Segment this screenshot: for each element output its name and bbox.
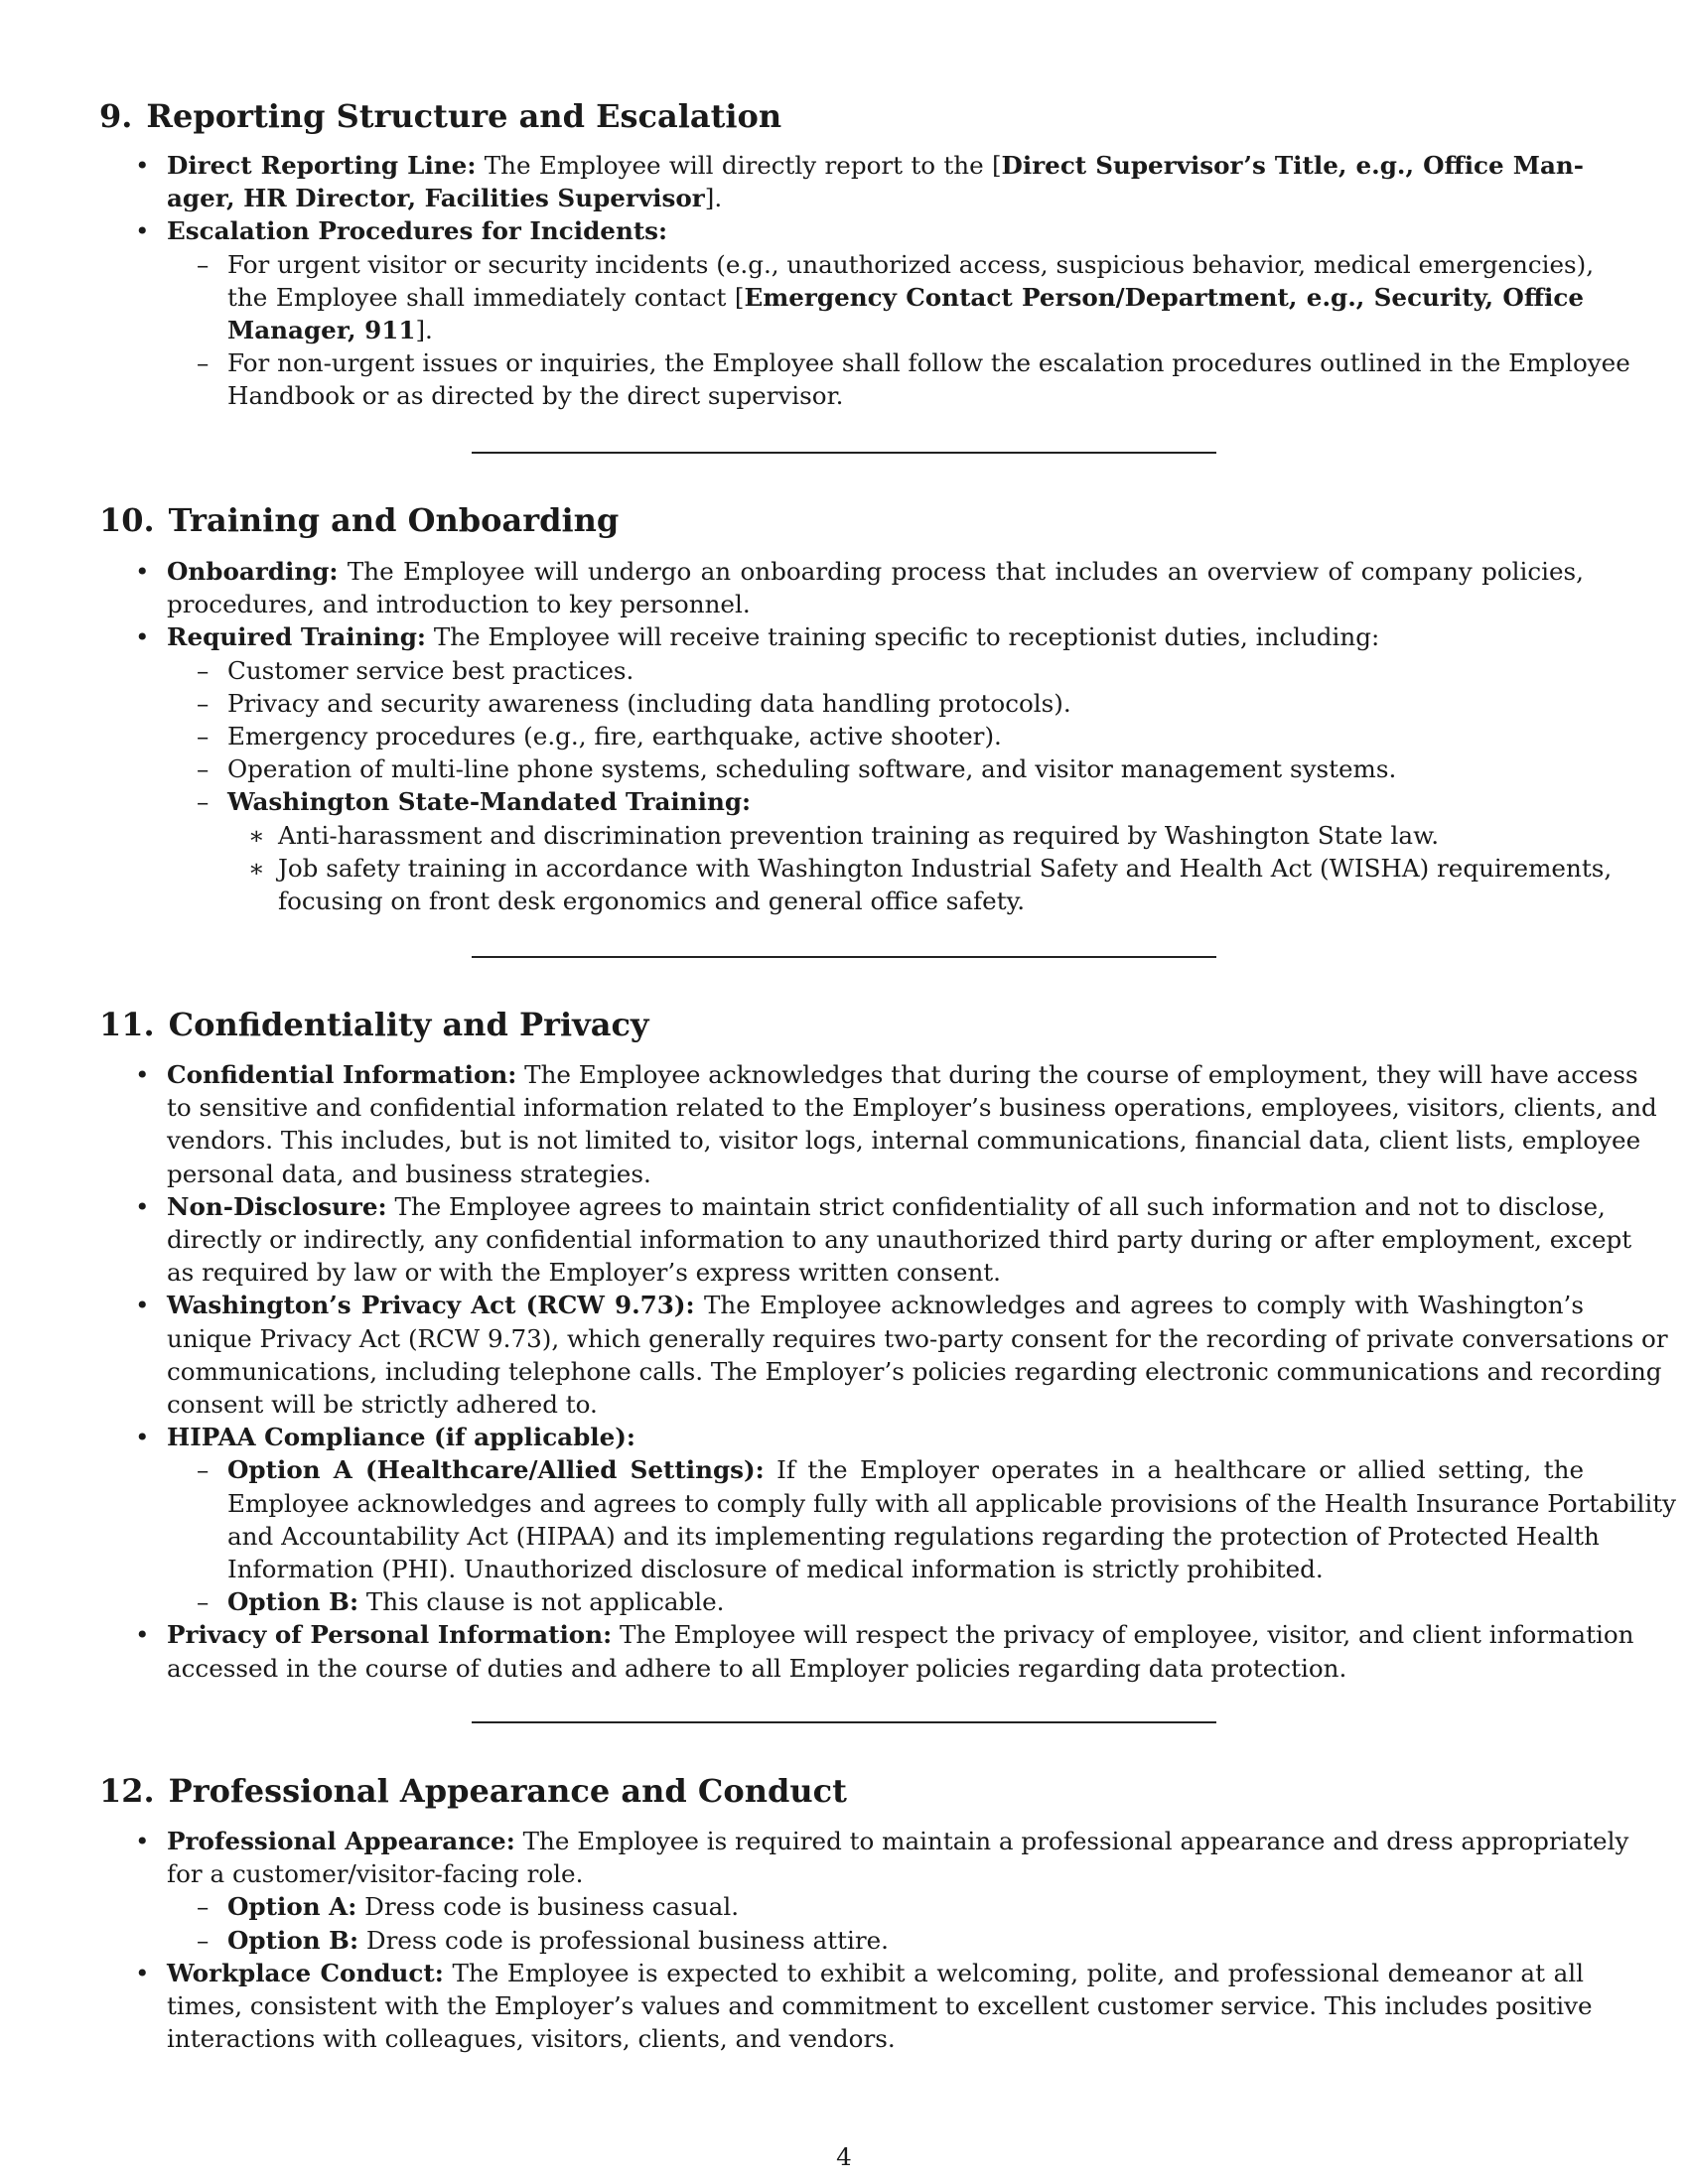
sub-sub-list-item-line: [278, 819, 1584, 852]
text-run: ].: [704, 184, 723, 213]
sub-list-item-line: [227, 379, 1584, 412]
text-run: consent will be strictly adhered to.: [167, 1390, 598, 1419]
text-run: Operation of multi-line phone systems, scheduling software, and visitor management systems.: [227, 754, 1397, 784]
bullet-marker: •: [135, 216, 150, 246]
list-item-line: [167, 182, 1584, 214]
bold-text: HIPAA Compliance (if applicable):: [167, 1423, 636, 1452]
sub-list-item-line: [227, 752, 1584, 785]
text-run: the Employee shall immediately contact [: [227, 282, 745, 312]
list-item-line: [167, 1355, 1662, 1388]
sub-list-item-line: [227, 1553, 1584, 1585]
sub-list-item-line: [227, 1453, 1584, 1486]
list-item-line: [167, 1322, 1668, 1355]
section-divider: [472, 452, 1216, 454]
text-run: For urgent visitor or security incidents (e.g., unauthorized access, suspicious behavior, medical emergencies),: [227, 249, 1595, 279]
sub-list-item-line: [227, 1520, 1600, 1553]
dash-marker: –: [197, 348, 210, 378]
text-run: unique Privacy Act (RCW 9.73), which generally requires two-party consent for the recording of private conversations or: [167, 1323, 1668, 1353]
sub-sub-list-item-line: [278, 852, 1613, 885]
bold-text: Washington’s Privacy Act (RCW 9.73):: [167, 1291, 695, 1320]
list-item-line: [167, 2022, 1584, 2055]
text-run: Handbook or as directed by the direct supervisor.: [227, 381, 844, 411]
section-divider: [472, 956, 1216, 958]
bold-text: Direct Reporting Line:: [167, 151, 477, 180]
bullet-marker: •: [135, 622, 150, 652]
text-run: interactions with colleagues, visitors, clients, and vendors.: [167, 2024, 896, 2054]
list-item-line: [167, 555, 1584, 588]
section-heading: [99, 96, 1589, 136]
list-item-line: [167, 1223, 1632, 1256]
text-run: Anti-harassment and discrimination prevention training as required by Washington State law.: [278, 820, 1440, 850]
bold-text: Option A (Healthcare/Allied Settings):: [227, 1455, 765, 1485]
text-run: The Employee is expected to exhibit a welcoming, polite, and professional demeanor at all: [443, 1958, 1584, 1987]
bold-text: Non-Disclosure:: [167, 1191, 387, 1221]
text-run: The Employee acknowledges that during the course of employment, they will have access: [516, 1060, 1638, 1089]
text-run: ].: [415, 316, 433, 344]
text-run: accessed in the course of duties and adhere to all Employer policies regarding data protection.: [167, 1653, 1347, 1683]
bullet-marker: •: [135, 1827, 150, 1855]
text-run: For non-urgent issues or inquiries, the Employee shall follow the escalation procedures outlined in the Employee: [227, 348, 1630, 378]
sub-sub-list-item-line: [278, 885, 1584, 917]
section-number: 12.: [99, 1772, 155, 1810]
bold-text: Washington State-Mandated Training:: [227, 787, 752, 817]
dash-marker: –: [197, 1925, 210, 1955]
section-divider: [472, 1721, 1216, 1723]
dash-marker: –: [197, 787, 210, 817]
list-item-line: [167, 1989, 1593, 2022]
text-run: communications, including telephone calls. The Employer’s policies regarding electronic communications and recording: [167, 1356, 1662, 1386]
bold-text: Workplace Conduct:: [167, 1958, 444, 1987]
list-item-line: [167, 1618, 1634, 1651]
bullet-marker: •: [135, 557, 150, 586]
sub-list-item-line: [227, 1890, 1584, 1923]
list-item-line: [167, 1091, 1657, 1124]
bullet-marker: •: [135, 1191, 150, 1221]
bullet-marker: •: [135, 1620, 150, 1650]
text-run: The Employee acknowledges and agrees to comply with Washington’s: [694, 1291, 1584, 1320]
text-run: Privacy and security awareness (including data handling protocols).: [227, 688, 1071, 718]
list-item-line: [167, 149, 1584, 182]
list-item-line: [167, 1825, 1629, 1857]
bold-text: ager, HR Director, Facilities Supervisor: [167, 184, 705, 213]
section-heading: [99, 1771, 1589, 1811]
text-run: for a customer/visitor-facing role.: [167, 1859, 584, 1889]
sub-list-item-line: [227, 687, 1584, 720]
bold-text: Option A:: [227, 1892, 357, 1922]
list-item-line: [167, 214, 1584, 247]
text-run: The Employee will undergo an onboarding process that includes an overview of company policies,: [338, 557, 1584, 586]
text-run: Job safety training in accordance with Washington Industrial Safety and Health Act (WISHA) requirements,: [278, 853, 1613, 883]
bold-text: Required Training:: [167, 622, 426, 652]
asterisk-marker: ∗: [248, 853, 265, 883]
section-heading: [99, 1005, 1589, 1044]
list-item-line: [167, 1388, 1584, 1421]
text-run: procedures, and introduction to key personnel.: [167, 590, 751, 619]
asterisk-marker: ∗: [248, 820, 265, 850]
text-run: If the Employer operates in a healthcare or allied setting, the: [764, 1455, 1584, 1485]
text-run: The Employee will receive training specific to receptionist duties, including:: [426, 622, 1380, 652]
sub-list-item-line: [227, 654, 1584, 687]
text-run: vendors. This includes, but is not limited to, visitor logs, internal communications, financial data, client lists, employee: [167, 1126, 1641, 1156]
section-title: Reporting Structure and Escalation: [146, 97, 782, 135]
bullet-marker: •: [135, 151, 150, 180]
text-run: Employee acknowledges and agrees to comply fully with all applicable provisions of the Health Insurance Portability: [227, 1488, 1677, 1518]
text-run: directly or indirectly, any confidential information to any unauthorized third party during or after employment, except: [167, 1225, 1632, 1254]
list-item-line: [167, 1158, 1584, 1190]
bullet-marker: •: [135, 1291, 150, 1320]
list-item-line: [167, 1957, 1584, 1989]
text-run: personal data, and business strategies.: [167, 1159, 651, 1188]
text-run: Emergency procedures (e.g., fire, earthquake, active shooter).: [227, 722, 1002, 751]
text-run: Dress code is business casual.: [356, 1892, 740, 1922]
section-number: 11.: [99, 1006, 155, 1043]
text-run: Information (PHI). Unauthorized disclosure of medical information is strictly prohibited.: [227, 1555, 1324, 1583]
sub-list-item-line: [227, 248, 1595, 281]
bold-text: Privacy of Personal Information:: [167, 1620, 613, 1650]
dash-marker: –: [197, 688, 210, 718]
section-heading: [99, 500, 1589, 540]
sub-list-item-line: [227, 281, 1584, 314]
sub-list-item-line: [227, 720, 1584, 752]
list-item-line: [167, 1652, 1584, 1685]
list-item-line: [167, 620, 1584, 653]
section-title: Professional Appearance and Conduct: [168, 1772, 847, 1810]
bullet-marker: •: [135, 1423, 150, 1452]
list-item-line: [167, 588, 1584, 620]
text-run: The Employee will respect the privacy of employee, visitor, and client information: [612, 1620, 1634, 1650]
sub-list-item-line: [227, 785, 1584, 818]
list-item-line: [167, 1289, 1584, 1321]
text-run: times, consistent with the Employer’s values and commitment to excellent customer service. This includes positive: [167, 1991, 1593, 2020]
bold-text: Option B:: [227, 1587, 359, 1617]
text-run: focusing on front desk ergonomics and general office safety.: [278, 887, 1026, 915]
bold-text: Direct Supervisor’s Title, e.g., Office Man-: [1001, 151, 1584, 180]
dash-marker: –: [197, 249, 210, 279]
list-item-line: [167, 1058, 1638, 1091]
list-item-line: [167, 1857, 1584, 1890]
list-item-line: [167, 1124, 1641, 1157]
section-title: Confidentiality and Privacy: [168, 1006, 649, 1043]
bold-text: Escalation Procedures for Incidents:: [167, 216, 668, 246]
list-item-line: [167, 1190, 1606, 1223]
bold-text: Professional Appearance:: [167, 1827, 515, 1855]
section-number: 9.: [99, 97, 133, 135]
sub-list-item-line: [227, 314, 1584, 346]
text-run: and Accountability Act (HIPAA) and its implementing regulations regarding the protection of Protected Health: [227, 1521, 1600, 1551]
bullet-marker: •: [135, 1958, 150, 1987]
text-run: This clause is not applicable.: [358, 1587, 725, 1617]
section-title: Training and Onboarding: [168, 501, 620, 539]
dash-marker: –: [197, 655, 210, 685]
sub-list-item-line: [227, 1924, 1584, 1957]
text-run: to sensitive and confidential information related to the Employer’s business operations, employees, visitors, clients, and: [167, 1093, 1657, 1123]
list-item-line: [167, 1256, 1584, 1289]
text-run: Customer service best practices.: [227, 655, 634, 685]
text-run: as required by law or with the Employer’s express written consent.: [167, 1258, 1001, 1288]
page-number: 4: [836, 2142, 852, 2171]
dash-marker: –: [197, 1455, 210, 1485]
text-run: Dress code is professional business attire.: [358, 1925, 889, 1955]
bold-text: Option B:: [227, 1925, 359, 1955]
sub-list-item-line: [227, 1487, 1677, 1520]
text-run: The Employee agrees to maintain strict confidentiality of all such information and not to disclose,: [386, 1191, 1606, 1221]
bold-text: Emergency Contact Person/Department, e.g., Security, Office: [744, 282, 1584, 312]
dash-marker: –: [197, 1892, 210, 1922]
bold-text: Confidential Information:: [167, 1060, 517, 1089]
dash-marker: –: [197, 722, 210, 751]
sub-list-item-line: [227, 346, 1630, 379]
sub-list-item-line: [227, 1585, 1584, 1618]
list-item-line: [167, 1421, 1584, 1453]
text-run: The Employee will directly report to the [: [476, 151, 1002, 180]
text-run: The Employee is required to maintain a professional appearance and dress appropriately: [514, 1827, 1629, 1855]
dash-marker: –: [197, 754, 210, 784]
bold-text: Onboarding:: [167, 557, 339, 586]
bold-text: Manager, 911: [227, 316, 416, 344]
bullet-marker: •: [135, 1060, 150, 1089]
section-number: 10.: [99, 501, 155, 539]
dash-marker: –: [197, 1587, 210, 1617]
